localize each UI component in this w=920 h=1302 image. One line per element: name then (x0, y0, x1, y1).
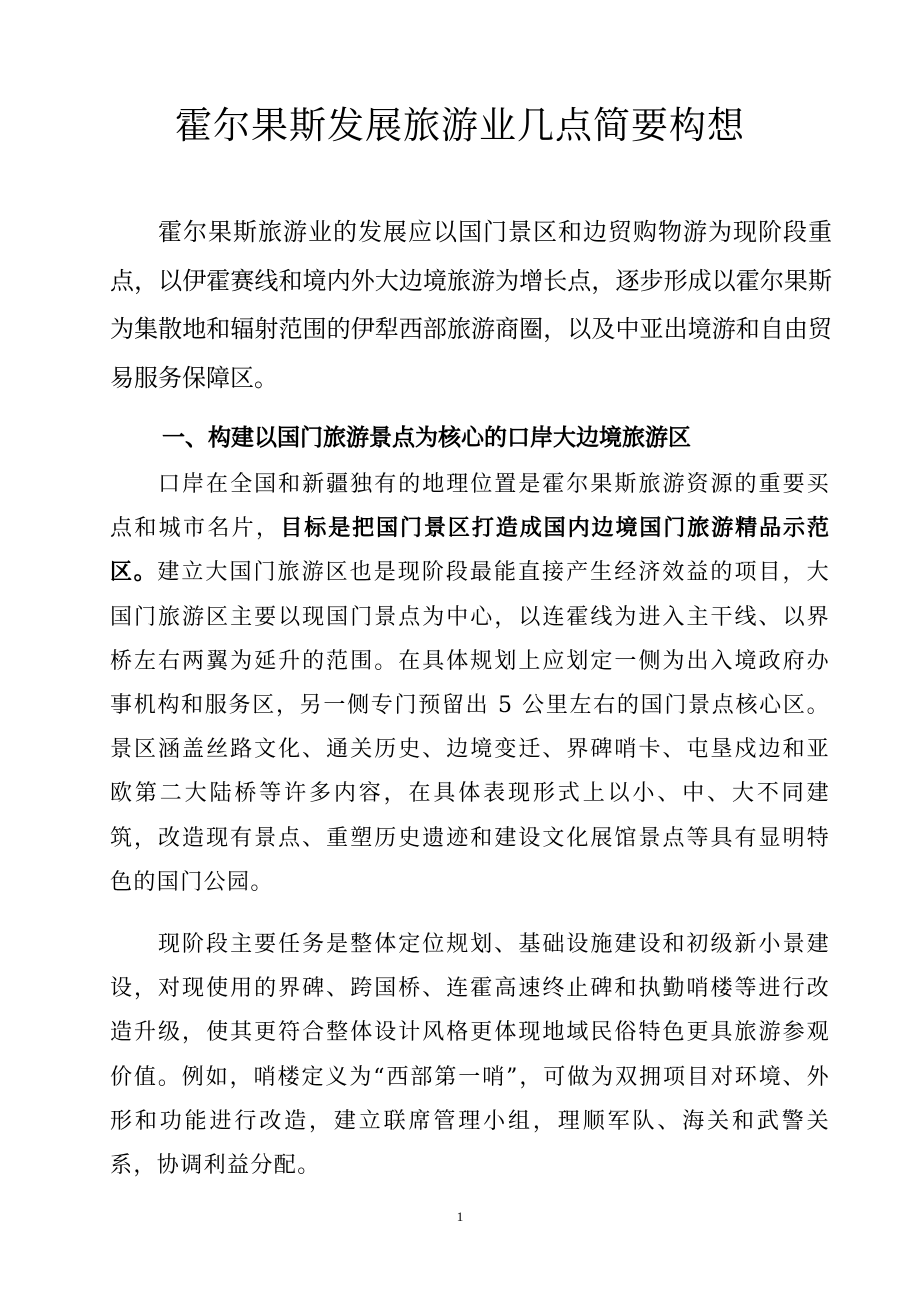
paragraph-text-rest: 建立大国门旅游区也是现阶段最能直接产生经济效益的项目，大国门旅游区主要以现国门景点为中心，以连霍线为进入主干线、以界桥左右两翼为延升的范围。在具体规划上应划定一侧为出入境政府办事机构和服务区，另一侧专门预留出 5 公里左右的国门景点核心区。景区涵盖丝路文化、通关历史、边境变迁、界碑哨卡、屯垦戍边和亚欧第二大陆桥等许多内容，在具体表现形式上以小、中、大不同建筑，改造现有景点、重塑历史遗迹和建设文化展馆景点等具有显明特色的国门公园。 (110, 560, 830, 895)
page-number: 1 (456, 1209, 464, 1224)
section-heading: 一、构建以国门旅游景点为核心的口岸大边境旅游区 (162, 425, 691, 451)
body-paragraph-1 (110, 463, 830, 905)
document-title: 霍尔果斯发展旅游业几点简要构想 (175, 104, 745, 147)
intro-paragraph: 霍尔果斯旅游业的发展应以国门景区和边贸购物游为现阶段重点，以伊霍赛线和境内外大边境旅游为增长点，逐步形成以霍尔果斯为集散地和辐射范围的伊犁西部旅游商圈，以及中亚出境游和自由贸易服务保障区。 (110, 218, 832, 392)
paragraph-text-lead: 口岸在全国和新疆独有的地理位置是霍尔果斯旅游资源的重要买点和城市名片， (110, 472, 830, 542)
body-paragraph-2: 现阶段主要任务是整体定位规划、基础设施建设和初级新小景建设，对现使用的界碑、跨国桥、连霍高速终止碑和执勤哨楼等进行改造升级，使其更符合整体设计风格更体现地域民俗特色更具旅游参观价值。例如，哨楼定义为“西部第一哨”，可做为双拥项目对环境、外形和功能进行改造，建立联席管理小组，理顺军队、海关和武警关系，协调利益分配。 (110, 932, 830, 1179)
emphasized-goal-text: 目标是把国门景区打造成国内边境国门旅游精品示范区。 (110, 516, 830, 586)
